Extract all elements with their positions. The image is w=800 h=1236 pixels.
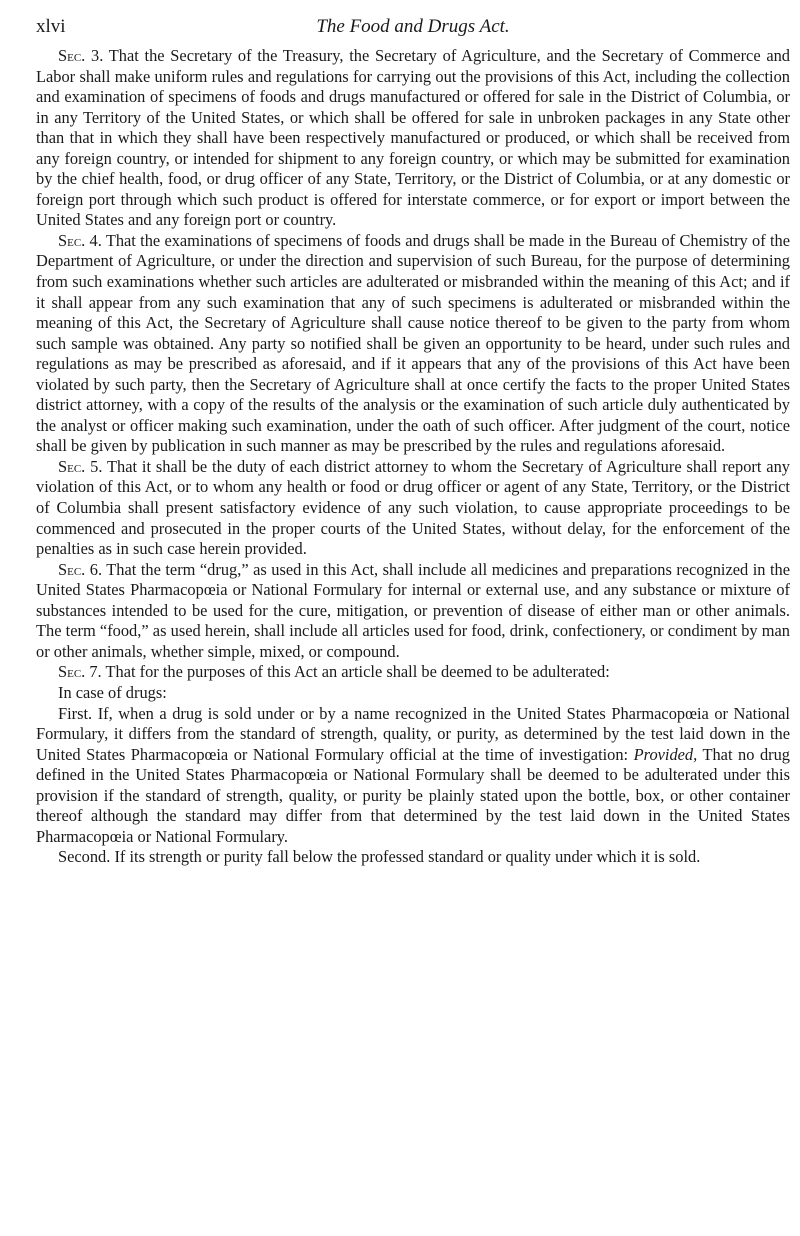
document-body — [36, 46, 790, 868]
running-title: The Food and Drugs Act. — [316, 16, 510, 37]
section-3-paragraph — [36, 46, 790, 231]
document-page — [36, 8, 790, 1228]
first-clause-text: First. If, when a drug is sold under or by a name recognized in the United States Pharmacopœia or National Formulary, it differs from the standard of strength, quality, or purity, as determined by the test laid down in the United States Pharmacopœia or National Formulary official at the time of investigation: — [36, 703, 790, 764]
section-6-paragraph — [36, 560, 790, 663]
section-6-label: Sec. 6. — [58, 559, 103, 579]
page-number: xlvi — [36, 16, 66, 37]
section-4-text: That the examinations of specimens of foods and drugs shall be made in the Bureau of Chemistry of the Department of Agriculture, or under the direction and supervision of such Bureau, for the purpose of determining from such examinations whether such articles are adulterated or misbranded within the meaning of this Act; and if it shall appear from any such examination that any of such specimens is adulterated or misbranded within the meaning of this Act, the Secretary of Agriculture shall cause notice thereof to be given to the party from whom such sample was obtained. Any party so notified shall be given an opportunity to be heard, under such rules and regulations as may be prescribed as aforesaid, and if it appears that any of the provisions of this Act have been violated by such party, then the Secretary of Agriculture shall at once certify the facts to the proper United States district attorney, with a copy of the results of the analysis or the examination of such article duly authenticated by the analyst or officer making such examination, under the oath of such officer. After judgment of the court, notice shall be given by publication in such manner as may be prescribed by the rules and regulations aforesaid. — [36, 230, 790, 456]
section-6-text: That the term “drug,” as used in this Act, shall include all medicines and preparations recognized in the United States Pharmacopœia or National Formulary for internal or external use, and any substance or mixture of substances intended to be used for the cure, mitigation, or prevention of disease of either man or other animals. The term “food,” as used herein, shall include all articles used for food, drink, confectionery, or condiment by man or other animals, whether simple, mixed, or compound. — [36, 559, 790, 661]
section-3-text: That the Secretary of the Treasury, the Secretary of Agriculture, and the Secretary of Commerce and Labor shall make uniform rules and regulations for carrying out the provisions of this Act, including the collection and examination of specimens of foods and drugs manufactured or offered for sale in the District of Columbia, or in any Territory of the United States, or which shall be offered for sale in unbroken packages in any State other than that in which they shall have been respectively manufactured or produced, or which shall be received from any foreign country, or intended for shipment to any foreign country, or which may be submitted for examination by the chief health, food, or drug officer of any State, Territory, or the District of Columbia, or at any domestic or foreign port through which such product is offered for interstate commerce, or for export or import between the United States and any foreign port or country. — [36, 46, 790, 230]
running-header — [36, 8, 790, 46]
section-7-paragraph — [36, 662, 790, 683]
provided-keyword: Provided, — [633, 744, 698, 764]
section-7-label: Sec. 7. — [58, 662, 102, 682]
first-clause-proviso: That no drug defined in the United States Pharmacopœia or National Formulary shall be deemed to be adulterated under this provision if the standard of strength, quality, or purity be plainly stated upon the bottle, box, or other container thereof although the standard may differ from that determined by the test laid down in the United States Pharmacopœia or National Formulary. — [36, 744, 790, 846]
section-5-label: Sec. 5. — [58, 456, 103, 476]
section-7-drugs-intro: In case of drugs: — [58, 682, 167, 702]
section-4-paragraph — [36, 231, 790, 457]
section-7-text: That for the purposes of this Act an article shall be deemed to be adulterated: — [105, 662, 610, 682]
section-4-label: Sec. 4. — [58, 230, 102, 250]
section-7-first-clause — [36, 704, 790, 848]
section-3-label: Sec. 3. — [58, 46, 104, 65]
section-5-text: That it shall be the duty of each district attorney to whom the Secretary of Agriculture shall report any violation of this Act, or to whom any health or food or drug officer or agent of any State, Territory, or the District of Columbia shall present satisfactory evidence of any such violation, to cause appropriate proceedings to be commenced and prosecuted in the proper courts of the United States, without delay, for the enforcement of the penalties as in such case herein provided. — [36, 456, 790, 559]
section-5-paragraph — [36, 457, 790, 560]
section-7-second-clause: Second. If its strength or purity fall below the professed standard or quality under which it is sold. — [58, 847, 701, 867]
